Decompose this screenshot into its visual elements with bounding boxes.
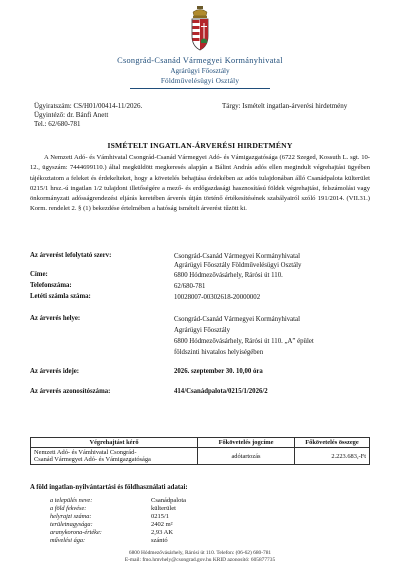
document-title: ISMÉTELT INGATLAN-ÁRVERÉSI HIRDETMÉNY	[107, 141, 293, 150]
table-row	[31, 448, 370, 465]
auction-id-label: Az árverés azonosítószáma:	[30, 388, 111, 395]
land-field-label: helyrajzi száma:	[50, 513, 92, 520]
department-name: Agrárügyi Főosztály	[170, 67, 230, 75]
land-field-label: a település neve:	[50, 497, 93, 504]
intro-paragraph	[30, 153, 370, 215]
land-field-label: művelési ága:	[50, 537, 86, 544]
case-number: Ügyiratszám: CS/H01/00414-11/2026.	[34, 102, 143, 110]
page-footer	[0, 550, 400, 564]
requester-name-2: Agrárügyi Főosztály Földművelésügyi Osztály	[174, 262, 302, 269]
land-field-value: 0215/1	[151, 513, 170, 520]
coat-of-arms-icon	[188, 6, 212, 54]
land-section-title: A föld ingatlan-nyilvántartási és földhasználati adatai:	[30, 484, 188, 491]
office-name: Csongrád-Csanád Vármegyei Kormányhivatal	[117, 56, 283, 65]
case-officer: Ügyintéző: dr. Bánfi Anett	[34, 111, 109, 120]
venue-label: Az árverés helye:	[30, 315, 81, 322]
address-label: Címe:	[30, 271, 48, 278]
case-phone: Tel.: 62/680-781	[34, 120, 81, 129]
venue-line-2: Agrárügyi Főosztály	[174, 327, 231, 334]
land-field-value: 2402 m²	[151, 521, 173, 528]
column-header: Főkövetelés jogcíme	[198, 438, 295, 448]
venue-line-1: Csongrád-Csanád Vármegyei Kormányhivatal	[174, 316, 300, 323]
claims-table	[30, 437, 370, 465]
account-label: Letéti számla száma:	[30, 293, 91, 300]
claimant-line: Csanád Vármegyei Adó- és Vámigazgatósága	[34, 456, 151, 463]
claim-type-cell: adótartozás	[198, 448, 295, 465]
requester-label: Az árverést lefolytató szerv:	[30, 252, 112, 259]
footer-address: 6800 Hódmezővásárhely, Rárósi út 110. Telefon: (06-62) 680-781	[128, 550, 272, 556]
phone-value: 62/680-781	[174, 283, 206, 290]
venue-line-4: földszinti hivatalos helyiségében	[174, 349, 264, 356]
claims-header-row	[31, 438, 370, 448]
header-divider	[130, 88, 270, 89]
claimant-cell	[31, 448, 198, 465]
claim-amount-cell: 2.223.683,-Ft	[295, 448, 370, 465]
land-field-value: Csanádpalota	[151, 497, 187, 504]
land-field-value: 2,93 AK	[151, 529, 174, 536]
subject: Tárgy: Ismételt ingatlan-árverési hirdetmény	[222, 102, 348, 110]
land-field-label: aranykorona-értéke:	[50, 529, 102, 536]
time-value: 2026. szeptember 30. 10,00 óra	[174, 368, 263, 375]
column-header: Végrehajtást kérő	[31, 438, 198, 448]
requester-name-1: Csongrád-Csanád Vármegyei Kormányhivatal	[174, 253, 300, 260]
address-value: 6800 Hódmezővásárhely, Rárósi út 110.	[174, 272, 283, 279]
phone-label: Telefonszáma:	[30, 282, 72, 289]
auction-id-value: 414/Csanádpalota/0215/1/2026/2	[174, 388, 268, 395]
footer-contact: E-mail: fmo.hmvhely@csongrad.gov.hu KRID azonosító: 605877735	[124, 557, 276, 563]
venue-line-3: 6800 Hódmezővásárhely, Rárósi út 110. „A” épület	[174, 338, 314, 345]
land-field-label: a föld fekvése:	[50, 505, 87, 512]
division-name: Földművelésügyi Osztály	[160, 77, 240, 85]
account-value: 10028007-00302618-20000002	[174, 294, 261, 301]
time-label: Az árverés ideje:	[30, 368, 80, 375]
intro-text: A Nemzeti Adó- és Vámhivatal Csongrád-Csanád Vármegyei Adó- és Vámigazgatósága (6722 Szeged, Kossuth L. sgt. 10-12., ügyszám: 7444699110.) által megküldött megkeresés alapján a Bálint András adós ellen megindult végrehajtási ügyében tájékoztatom a feleket és érdekelteket, hogy a követelés behajtása érdekében az adós tulajdonában álló Csanádpalota külterület 0215/1 hrsz.-ú ingatlan 1/2 tulajdoni illetőségére a mező- és erdőgazdasági hasznosítású földek végrehajtási, felszámolási vagy önkormányzati adósságrendezési eljárás keretében árverés útján történő értékesítésének szabályairól szóló 191/2014. (VII.31.) Korm. rendelet 2. § (1) bekezdése értelmében a hatóság ismételt árverést tűzött ki.	[30, 154, 370, 213]
claimant-line: Nemzeti Adó- és Vámhivatal Csongrád-	[34, 449, 137, 456]
land-field-label: területnagysága:	[50, 521, 93, 528]
land-field-value: külterület	[151, 505, 176, 512]
case-meta	[34, 102, 142, 130]
column-header: Főkövetelés összege	[295, 438, 370, 448]
land-field-value: szántó	[151, 537, 168, 544]
